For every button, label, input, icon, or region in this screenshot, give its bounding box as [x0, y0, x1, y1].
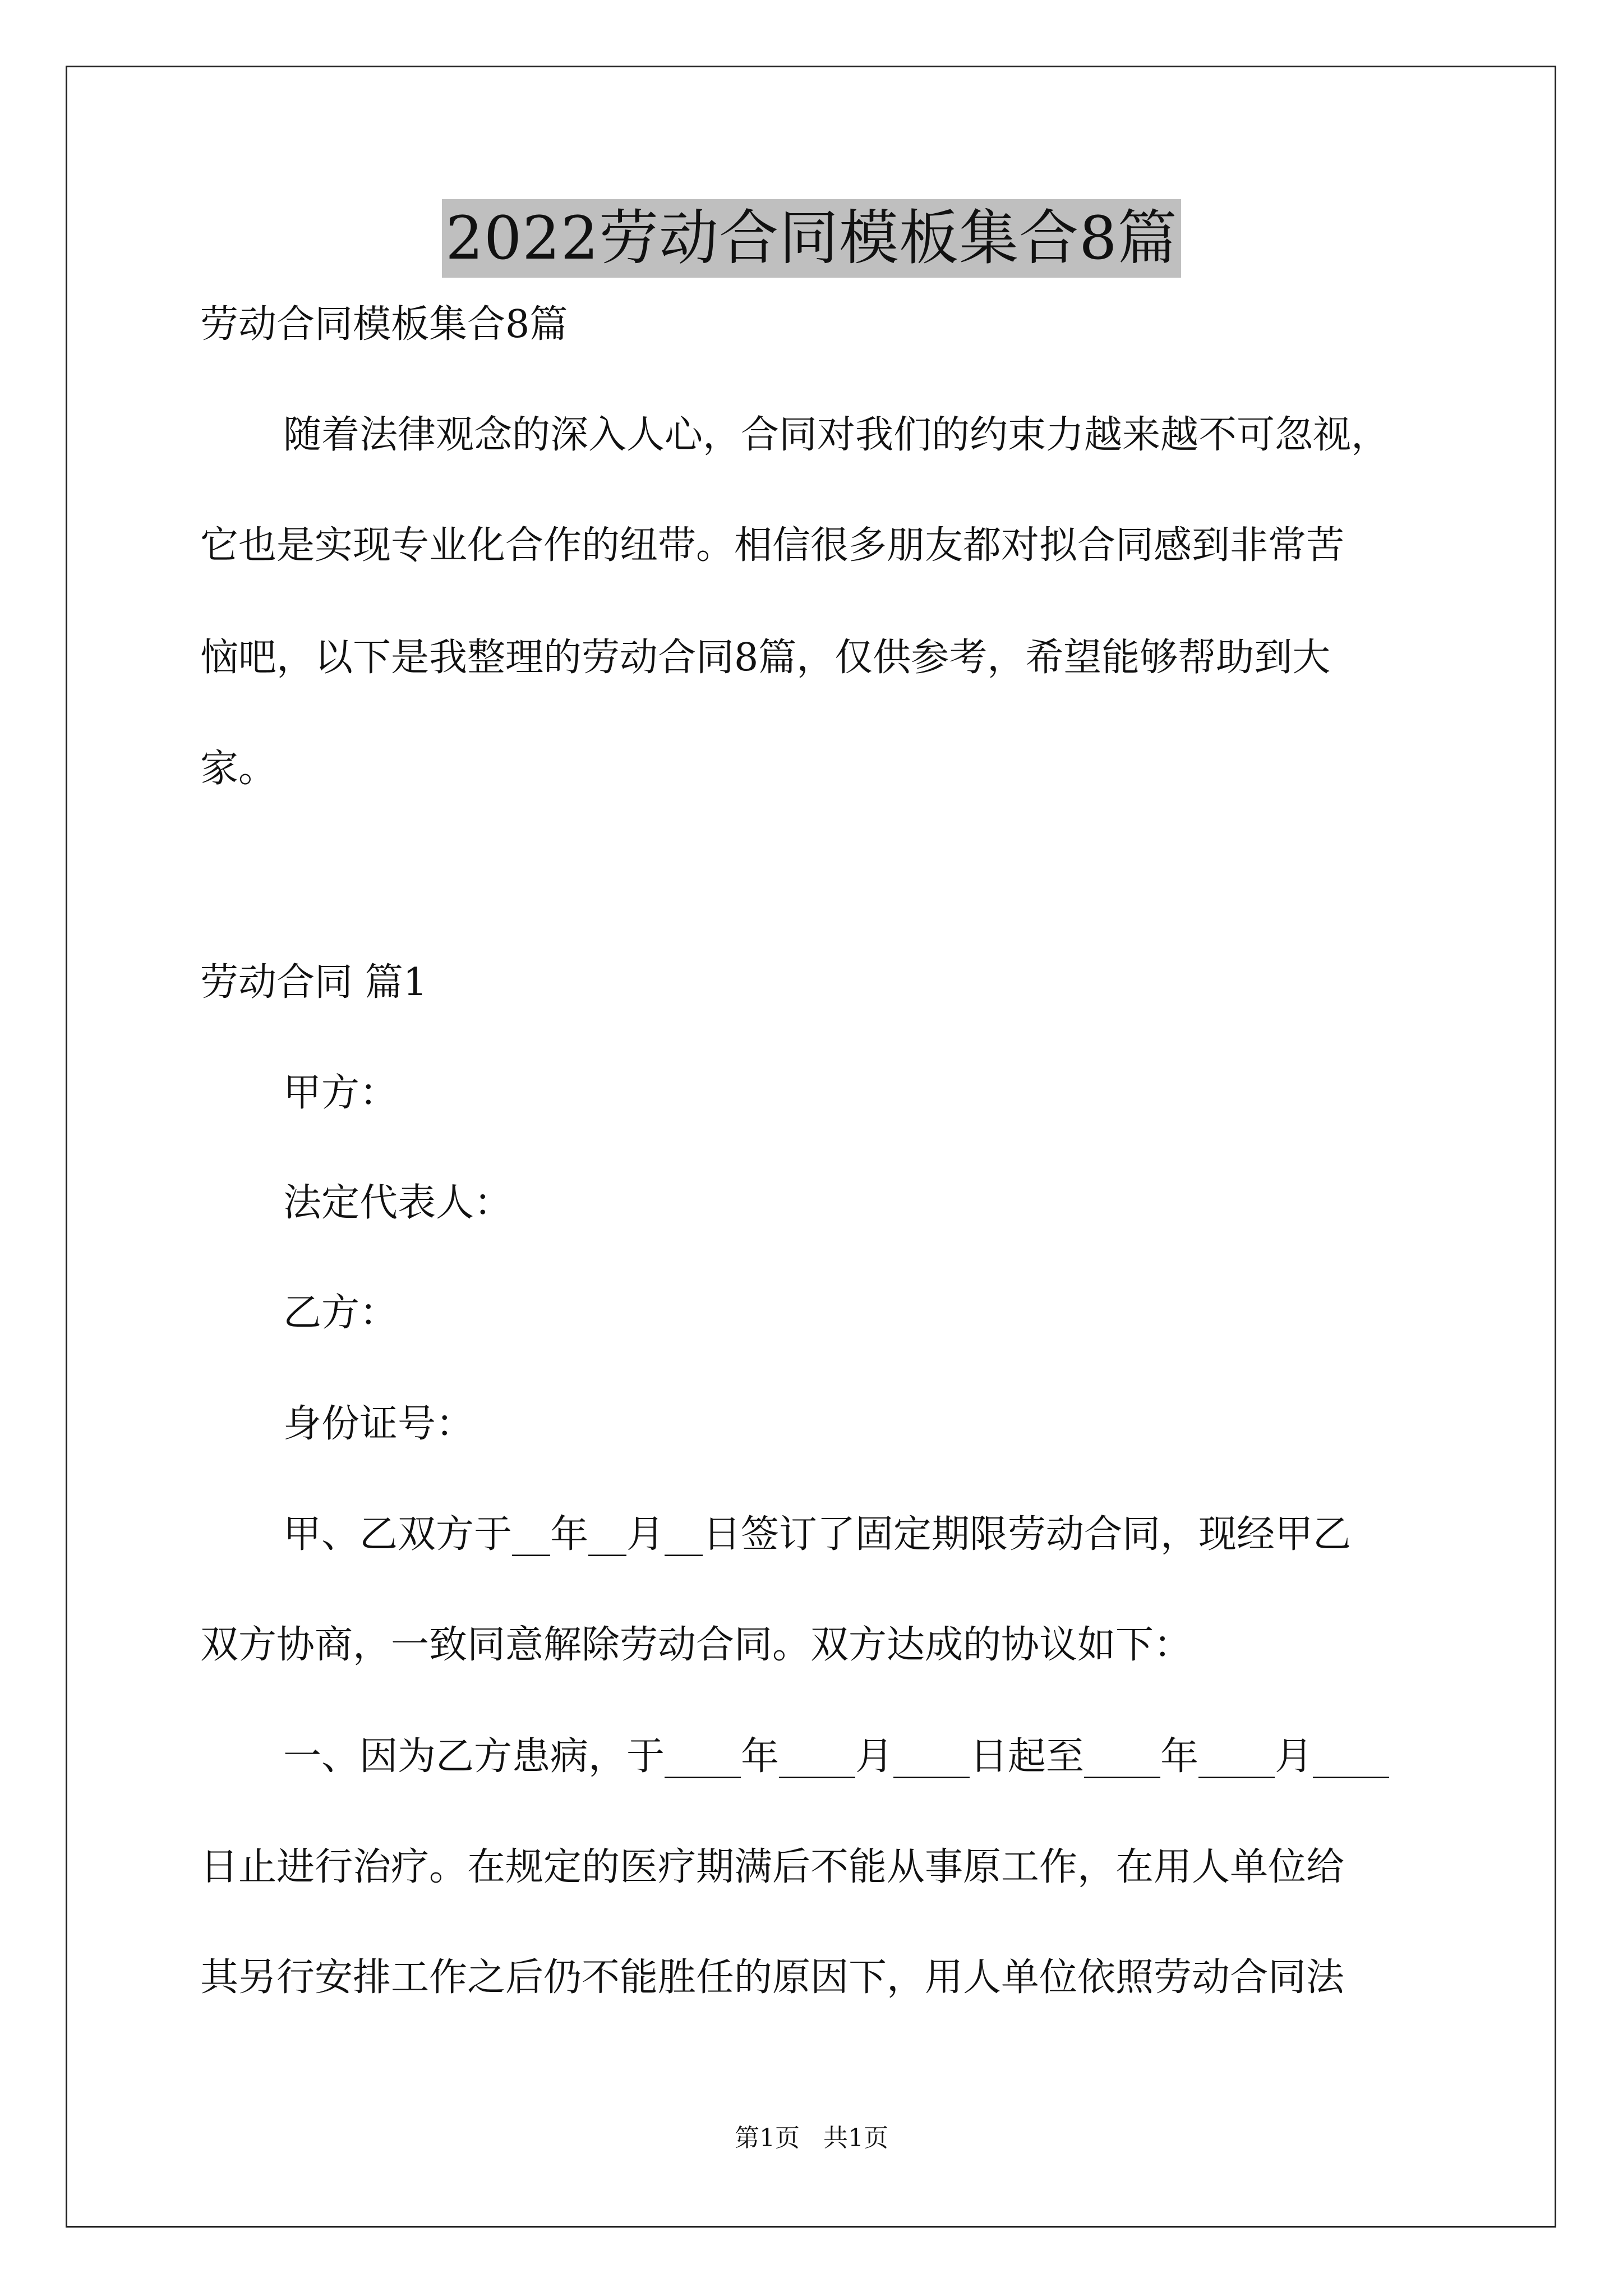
page-number: 第1页	[735, 2124, 800, 2152]
body-line: 劳动合同模板集合8篇	[200, 302, 568, 347]
body-line: 日止进行治疗。在规定的医疗期满后不能从事原工作，在用人单位给	[200, 1845, 1345, 1889]
title-container	[0, 199, 1623, 278]
section-heading: 劳动合同 篇1	[200, 960, 427, 1005]
body-line: 一、因为乙方患病，于____年____月____日起至____年____月____	[283, 1734, 1390, 1779]
body-line: 它也是实现专业化合作的纽带。相信很多朋友都对拟合同感到非常苦	[200, 523, 1345, 568]
body-line: 法定代表人：	[283, 1181, 513, 1225]
document-title: 2022劳动合同模板集合8篇	[442, 199, 1181, 278]
body-line: 家。	[200, 747, 277, 791]
body-line: 身份证号：	[283, 1402, 474, 1446]
body-line: 随着法律观念的深入人心，合同对我们的约束力越来越不可忽视，	[283, 413, 1390, 457]
page-total: 共1页	[823, 2124, 888, 2152]
body-line: 乙方：	[283, 1291, 398, 1335]
body-line: 甲、乙双方于__年__月__日签订了固定期限劳动合同，现经甲乙	[283, 1512, 1352, 1557]
page-border	[66, 66, 1556, 2228]
body-line: 双方协商，一致同意解除劳动合同。双方达成的协议如下：	[200, 1623, 1192, 1667]
body-line: 恼吧，以下是我整理的劳动合同8篇，仅供参考，希望能够帮助到大	[200, 636, 1331, 680]
body-line: 甲方：	[283, 1071, 398, 1115]
body-line: 其另行安排工作之后仍不能胜任的原因下，用人单位依照劳动合同法	[200, 1955, 1345, 2000]
page-footer	[0, 2122, 1623, 2155]
